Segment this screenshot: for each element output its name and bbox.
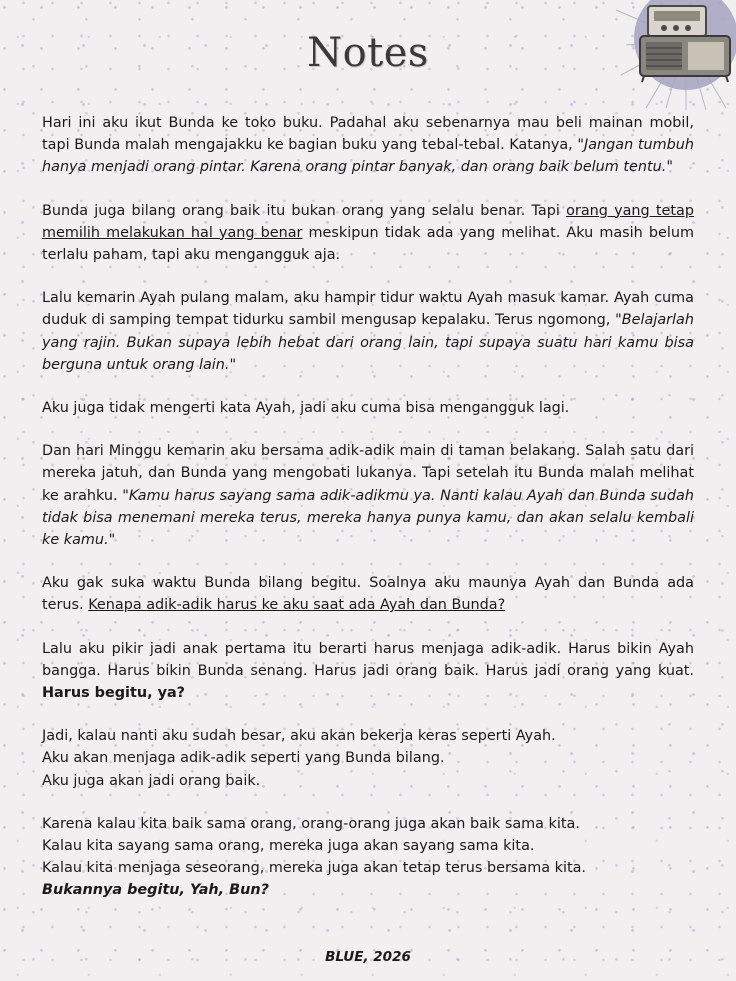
paragraph-5 bbox=[42, 440, 694, 551]
bold-question: Harus begitu, ya? bbox=[42, 685, 186, 702]
paragraph-3 bbox=[42, 287, 694, 376]
closing-question: Bukannya begitu, Yah, Bun? bbox=[42, 882, 269, 899]
underlined-phrase: orang yang tetap memilih melakukan hal yang benar bbox=[42, 202, 694, 241]
paragraph-8 bbox=[42, 725, 694, 792]
paragraph-text: Aku juga tidak mengerti kata Ayah, jadi aku cuma bisa mengangguk lagi. bbox=[42, 400, 570, 417]
quote-ayah: "Belajarlah yang rajin. Bukan supaya lebih hebat dari orang lain, tapi supaya suatu hari kamu bisa berguna untuk orang lain." bbox=[42, 312, 694, 373]
paragraph-4 bbox=[42, 397, 694, 419]
paragraph-1 bbox=[42, 112, 694, 179]
paragraph-text: Bunda juga bilang orang baik itu bukan orang yang selalu benar. Tapi bbox=[42, 202, 567, 219]
paragraph-7 bbox=[42, 638, 694, 705]
paragraph-text: Lalu aku pikir jadi anak pertama itu berarti harus menjaga adik-adik. Harus bikin Ayah bangga. Harus bikin Bunda senang. Harus jadi orang baik. Harus jadi orang yang kuat. bbox=[42, 640, 694, 679]
paragraph-6 bbox=[42, 572, 694, 616]
page-title: Notes bbox=[307, 30, 429, 76]
line: Kalau kita menjaga seseorang, mereka juga akan tetap terus bersama kita. bbox=[42, 860, 586, 877]
paragraph-9 bbox=[42, 813, 694, 902]
note-body bbox=[42, 112, 694, 923]
signature: BLUE, 2026 bbox=[325, 949, 411, 965]
quote-bunda-2: "Kamu harus sayang sama adik-adikmu ya. Nanti kalau Ayah dan Bunda sudah tidak bisa menemani mereka terus, mereka hanya punya kamu, dan akan selalu kembali ke kamu." bbox=[42, 487, 694, 549]
line: Aku akan menjaga adik-adik seperti yang Bunda bilang. bbox=[42, 750, 445, 767]
paragraph-text: Lalu kemarin Ayah pulang malam, aku hampir tidur waktu Ayah masuk kamar. Ayah cuma duduk di samping tempat tidurku sambil mengusap kepalaku. Terus ngomong, bbox=[42, 290, 694, 329]
paragraph-text: Hari ini aku ikut Bunda ke toko buku. Padahal aku sebenarnya mau beli mainan mobil, tapi Bunda malah mengajakku ke bagian buku yang tebal-tebal. Katanya, bbox=[42, 115, 694, 154]
line: Jadi, kalau nanti aku sudah besar, aku akan bekerja keras seperti Ayah. bbox=[42, 728, 556, 745]
paragraph-text: meskipun tidak ada yang melihat. Aku masih belum terlalu paham, tapi aku mengangguk aja. bbox=[42, 224, 694, 264]
line: Karena kalau kita baik sama orang, orang-orang juga akan baik sama kita. bbox=[42, 815, 580, 832]
line: Aku juga akan jadi orang baik. bbox=[42, 772, 261, 789]
paragraph-text: Aku gak suka waktu Bunda bilang begitu. Soalnya aku maunya Ayah dan Bunda ada terus. bbox=[42, 575, 694, 614]
quote-bunda: "Jangan tumbuh hanya menjadi orang pintar. Karena orang pintar banyak, dan orang baik belum tentu." bbox=[42, 137, 695, 176]
underlined-question: Kenapa adik-adik harus ke aku saat ada Ayah dan Bunda? bbox=[88, 597, 506, 614]
paragraph-2 bbox=[42, 200, 694, 267]
line: Kalau kita sayang sama orang, mereka juga akan sayang sama kita. bbox=[42, 838, 535, 855]
paragraph-text: Dan hari Minggu kemarin aku bersama adik-adik main di taman belakang. Salah satu dari mereka jatuh, dan Bunda yang mengobati lukanya. Tapi setelah itu Bunda malah melihat ke arahku. bbox=[42, 443, 694, 504]
